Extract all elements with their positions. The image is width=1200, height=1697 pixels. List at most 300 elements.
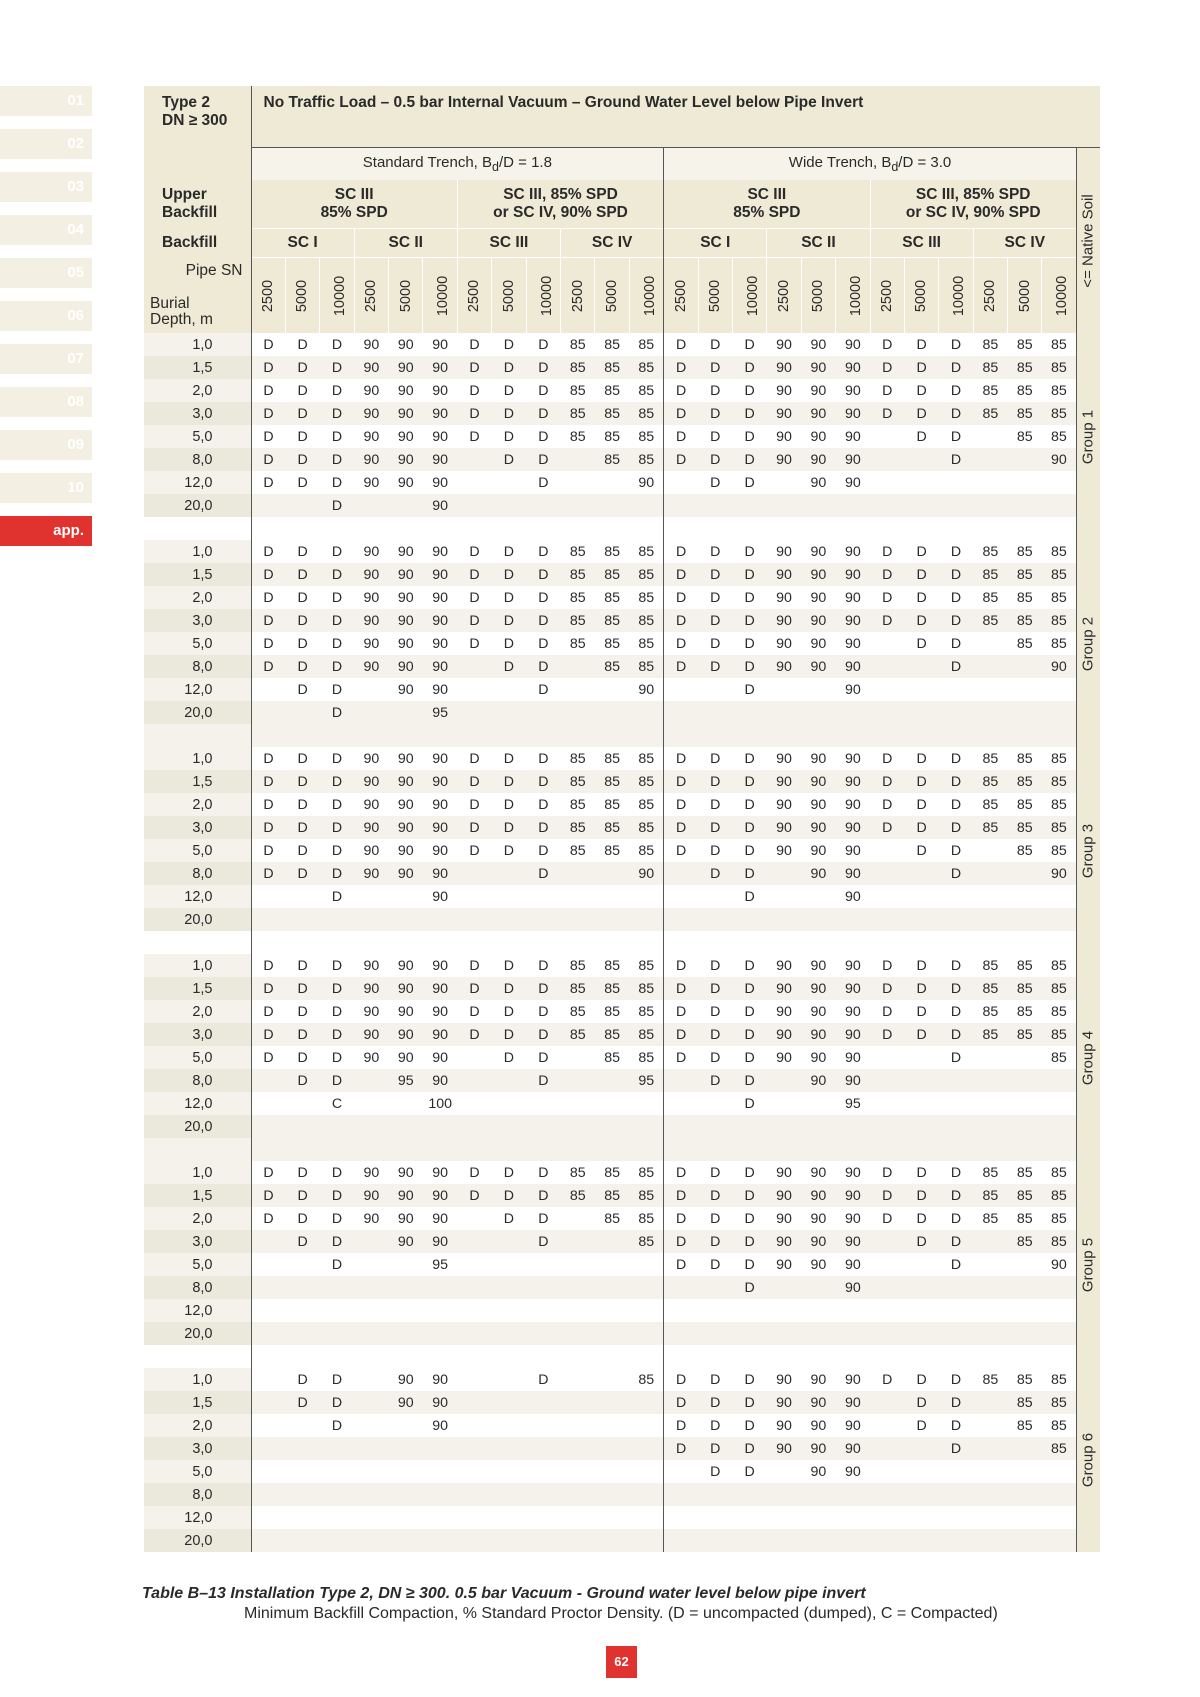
table-row: [144, 908, 1100, 931]
value-cell: [973, 1483, 1007, 1506]
value-cell: [561, 1299, 595, 1322]
value-cell: [1008, 1483, 1042, 1506]
value-cell: [457, 862, 491, 885]
value-cell: D: [320, 1230, 354, 1253]
value-cell: 90: [423, 1023, 457, 1046]
value-cell: D: [939, 1391, 973, 1414]
value-cell: D: [469, 796, 480, 813]
value-cell: 85: [1008, 977, 1042, 1000]
value-cell: D: [331, 796, 343, 813]
value-cell: D: [320, 701, 354, 724]
value-cell: [664, 678, 698, 701]
value-cell: 90: [397, 474, 414, 491]
value-cell: [457, 448, 491, 471]
value-cell: [1008, 1322, 1042, 1345]
value-cell: 90: [844, 750, 861, 767]
gap-cell: [939, 1138, 973, 1161]
value-cell: [870, 908, 904, 931]
value-cell: D: [870, 770, 904, 793]
value-cell: 90: [397, 543, 414, 560]
wide-trench-label: Wide Trench, B: [788, 154, 892, 171]
value-cell: [836, 1529, 870, 1552]
value-cell: [492, 1069, 526, 1092]
value-cell: 90: [844, 428, 861, 445]
value-cell: D: [744, 474, 755, 491]
value-cell: [801, 1506, 835, 1529]
value-cell: 85: [982, 1210, 999, 1227]
value-cell: 90: [776, 1049, 792, 1066]
group-label: Group 6: [1079, 1432, 1097, 1488]
nav-tab-04[interactable]: 04: [0, 215, 92, 245]
gap-cell: [732, 1345, 766, 1368]
gap-cell: [251, 1345, 285, 1368]
sn-value: 10000: [745, 275, 762, 316]
value-cell: D: [285, 1230, 319, 1253]
table-row: [144, 356, 1100, 379]
value-cell: D: [744, 957, 755, 974]
value-cell: 85: [973, 563, 1007, 586]
value-cell: [595, 885, 629, 908]
value-cell: [870, 839, 904, 862]
value-cell: 85: [604, 1003, 620, 1020]
value-cell: [1042, 1506, 1076, 1529]
value-cell: [457, 1207, 491, 1230]
gap-cell: [629, 517, 663, 540]
value-cell: 90: [432, 681, 449, 698]
value-cell: D: [251, 954, 285, 977]
value-cell: 90: [776, 1371, 792, 1388]
value-cell: D: [950, 1210, 962, 1227]
value-cell: 85: [1016, 1003, 1033, 1020]
value-cell: D: [710, 336, 721, 353]
value-cell: 90: [638, 681, 655, 698]
value-cell: [767, 1506, 801, 1529]
nav-tab-05[interactable]: 05: [0, 258, 92, 288]
value-cell: D: [950, 1049, 962, 1066]
value-cell: 85: [1016, 1371, 1033, 1388]
gap-cell: [904, 1138, 938, 1161]
nav-tab-09[interactable]: 09: [0, 430, 92, 460]
value-cell: 90: [801, 977, 835, 1000]
value-cell: [836, 701, 870, 724]
depth-cell: 5,0: [144, 1460, 251, 1483]
upper-backfill-line1: SC III: [334, 186, 374, 203]
value-cell: [595, 1391, 629, 1414]
value-cell: [664, 1299, 698, 1322]
value-cell: D: [744, 1463, 755, 1480]
value-cell: D: [492, 402, 526, 425]
value-cell: [904, 1276, 938, 1299]
value-cell: [251, 1115, 285, 1138]
value-cell: [801, 1483, 835, 1506]
gap-cell: [767, 724, 801, 747]
sn-col-0: [251, 258, 285, 334]
depth-cell: 12,0: [144, 678, 251, 701]
sn-col-7: [492, 258, 526, 334]
value-cell: 90: [397, 750, 414, 767]
gap-cell: [595, 1345, 629, 1368]
gap-cell: [1008, 724, 1042, 747]
value-cell: D: [939, 402, 973, 425]
value-cell: [457, 1391, 491, 1414]
value-cell: 90: [836, 402, 870, 425]
value-cell: [1042, 1460, 1076, 1483]
value-cell: D: [916, 957, 927, 974]
value-cell: D: [503, 1049, 515, 1066]
value-cell: D: [297, 589, 308, 606]
value-cell: 90: [363, 428, 380, 445]
value-cell: D: [744, 635, 755, 652]
value-cell: D: [939, 655, 973, 678]
value-cell: [389, 1115, 423, 1138]
value-cell: D: [457, 1023, 491, 1046]
value-cell: D: [744, 543, 755, 560]
value-cell: D: [297, 842, 308, 859]
value-cell: D: [904, 1230, 938, 1253]
value-cell: 90: [397, 1210, 414, 1227]
gap-cell: [1008, 1138, 1042, 1161]
value-cell: 90: [432, 382, 449, 399]
value-cell: 85: [561, 977, 595, 1000]
gap-cell: [144, 1345, 251, 1368]
nav-tab-03[interactable]: 03: [0, 172, 92, 202]
value-cell: [664, 1529, 698, 1552]
value-cell: 85: [561, 770, 595, 793]
value-cell: D: [503, 336, 515, 353]
value-cell: [801, 701, 835, 724]
value-cell: D: [664, 655, 698, 678]
value-cell: 90: [389, 356, 423, 379]
value-cell: D: [698, 356, 732, 379]
gap-cell: [801, 1345, 835, 1368]
value-cell: [629, 1460, 663, 1483]
value-cell: 90: [363, 750, 380, 767]
value-cell: D: [744, 428, 755, 445]
native-soil-label: <= Native Soil: [1079, 193, 1097, 288]
value-cell: 90: [354, 356, 388, 379]
value-cell: 85: [1051, 382, 1067, 399]
sn-col-12: [664, 258, 698, 334]
value-cell: D: [492, 1184, 526, 1207]
value-cell: D: [469, 635, 480, 652]
table-row: [144, 816, 1100, 839]
nav-tab-app[interactable]: app.: [0, 516, 92, 546]
value-cell: [354, 1460, 388, 1483]
value-cell: [561, 1506, 595, 1529]
nav-tab-10[interactable]: 10: [0, 473, 92, 503]
gap-cell: [801, 517, 835, 540]
value-cell: 90: [844, 1210, 861, 1227]
value-cell: D: [320, 609, 354, 632]
value-cell: 85: [1051, 1371, 1067, 1388]
value-cell: [285, 1437, 319, 1460]
value-cell: D: [320, 816, 354, 839]
value-cell: 90: [389, 609, 423, 632]
value-cell: 90: [432, 1371, 449, 1388]
value-cell: D: [950, 336, 962, 353]
value-cell: [457, 1253, 491, 1276]
value-cell: 90: [423, 609, 457, 632]
sn-value: 2500: [363, 279, 380, 312]
value-cell: 90: [844, 842, 861, 859]
value-cell: D: [698, 609, 732, 632]
value-cell: D: [285, 1069, 319, 1092]
value-cell: [354, 1276, 388, 1299]
gap-cell: [526, 517, 560, 540]
gap-cell: [492, 724, 526, 747]
value-cell: D: [251, 793, 285, 816]
value-cell: D: [939, 356, 973, 379]
gap-cell: [629, 931, 663, 954]
value-cell: [251, 494, 285, 517]
value-cell: [251, 885, 285, 908]
value-cell: [870, 701, 904, 724]
value-cell: D: [457, 609, 491, 632]
value-cell: [526, 1092, 560, 1115]
value-cell: [354, 1414, 388, 1437]
value-cell: 85: [604, 1164, 620, 1181]
value-cell: 85: [595, 356, 629, 379]
sn-col-2: [320, 258, 354, 334]
value-cell: D: [664, 333, 698, 356]
table-row: [144, 1322, 1100, 1345]
nav-tab-01[interactable]: 01: [0, 86, 92, 116]
value-cell: [870, 1483, 904, 1506]
value-cell: 90: [354, 1184, 388, 1207]
value-cell: 85: [1042, 770, 1076, 793]
value-cell: 90: [397, 589, 414, 606]
value-cell: [354, 1391, 388, 1414]
depth-cell: 3,0: [144, 1437, 251, 1460]
type-label-1: Type 2: [162, 94, 210, 111]
value-cell: [457, 1322, 491, 1345]
value-cell: 90: [397, 1371, 414, 1388]
value-cell: 90: [767, 1437, 801, 1460]
nav-tab-08[interactable]: 08: [0, 387, 92, 417]
value-cell: [870, 471, 904, 494]
value-cell: D: [732, 1023, 766, 1046]
value-cell: 85: [604, 635, 620, 652]
value-cell: [285, 1483, 319, 1506]
gap-cell: [423, 517, 457, 540]
value-cell: 85: [595, 816, 629, 839]
value-cell: 90: [810, 635, 827, 652]
value-cell: D: [297, 382, 308, 399]
value-cell: 85: [982, 589, 999, 606]
gap-cell: [732, 724, 766, 747]
value-cell: [389, 908, 423, 931]
value-cell: D: [492, 655, 526, 678]
sn-col-16: [801, 258, 835, 334]
value-cell: 90: [844, 1164, 861, 1181]
value-cell: [904, 885, 938, 908]
value-cell: D: [297, 1164, 308, 1181]
value-cell: [629, 1299, 663, 1322]
gap-cell: [939, 931, 973, 954]
value-cell: D: [744, 1417, 755, 1434]
value-cell: [389, 885, 423, 908]
value-cell: 85: [638, 382, 655, 399]
value-cell: [732, 1115, 766, 1138]
value-cell: D: [882, 1164, 893, 1181]
gap-cell: [144, 517, 251, 540]
value-cell: D: [251, 770, 285, 793]
value-cell: D: [285, 816, 319, 839]
value-cell: D: [251, 747, 285, 770]
value-cell: D: [457, 356, 491, 379]
table-row: [144, 402, 1100, 425]
gap-cell: [320, 931, 354, 954]
value-cell: [973, 885, 1007, 908]
value-cell: 85: [595, 770, 629, 793]
value-cell: 90: [389, 1184, 423, 1207]
table-row: [144, 977, 1100, 1000]
value-cell: D: [916, 750, 927, 767]
value-cell: [836, 908, 870, 931]
value-cell: D: [950, 1371, 962, 1388]
value-cell: [561, 701, 595, 724]
value-cell: 90: [776, 382, 792, 399]
value-cell: [526, 1506, 560, 1529]
gap-cell: [836, 517, 870, 540]
value-cell: D: [710, 1164, 721, 1181]
gap-cell: [285, 931, 319, 954]
value-cell: [664, 1276, 698, 1299]
value-cell: 85: [638, 428, 655, 445]
gap-cell: [973, 1138, 1007, 1161]
group-label: Group 3: [1079, 823, 1097, 878]
gap-cell: [767, 1345, 801, 1368]
value-cell: [492, 1092, 526, 1115]
sn-value: 5000: [1016, 279, 1033, 312]
value-cell: 85: [1016, 382, 1033, 399]
value-cell: D: [950, 543, 962, 560]
value-cell: D: [950, 1256, 962, 1273]
value-cell: D: [331, 635, 343, 652]
gap-cell: [251, 517, 285, 540]
value-cell: [1008, 494, 1042, 517]
value-cell: 85: [595, 609, 629, 632]
value-cell: 90: [389, 1023, 423, 1046]
gap-cell: [1008, 931, 1042, 954]
value-cell: [870, 1230, 904, 1253]
gap-cell: [595, 1138, 629, 1161]
gap-cell: [144, 931, 251, 954]
backfill-7: SC IV: [973, 229, 1076, 258]
value-cell: 90: [844, 1417, 861, 1434]
value-cell: 90: [801, 1184, 835, 1207]
gap-cell: [320, 724, 354, 747]
value-cell: D: [882, 796, 893, 813]
value-cell: D: [538, 382, 549, 399]
value-cell: [1008, 678, 1042, 701]
table-row: [144, 494, 1100, 517]
depth-cell: 20,0: [144, 1529, 251, 1552]
value-cell: D: [503, 796, 515, 813]
value-cell: D: [251, 1046, 285, 1069]
value-cell: [354, 1437, 388, 1460]
value-cell: 85: [604, 428, 620, 445]
nav-tab-02[interactable]: 02: [0, 129, 92, 159]
value-cell: 90: [844, 957, 861, 974]
value-cell: 85: [1042, 1437, 1076, 1460]
gap-cell: [870, 1345, 904, 1368]
value-cell: [629, 494, 663, 517]
value-cell: [561, 1092, 595, 1115]
value-cell: D: [526, 356, 560, 379]
value-cell: 90: [432, 842, 449, 859]
value-cell: [561, 494, 595, 517]
table-row: [144, 1391, 1100, 1414]
value-cell: [939, 908, 973, 931]
value-cell: 85: [638, 1210, 655, 1227]
value-cell: [595, 1322, 629, 1345]
gap-cell: [973, 517, 1007, 540]
nav-tab-06[interactable]: 06: [0, 301, 92, 331]
value-cell: D: [664, 1207, 698, 1230]
sn-value: 10000: [332, 275, 349, 316]
nav-tab-07[interactable]: 07: [0, 344, 92, 374]
value-cell: [870, 632, 904, 655]
value-cell: D: [882, 589, 893, 606]
value-cell: [1042, 701, 1076, 724]
value-cell: 90: [397, 382, 414, 399]
value-cell: 85: [1016, 635, 1033, 652]
value-cell: [389, 1437, 423, 1460]
value-cell: [389, 1529, 423, 1552]
value-cell: D: [916, 1003, 927, 1020]
backfill-0: SC I: [251, 229, 354, 258]
value-cell: 90: [432, 336, 449, 353]
value-cell: 85: [561, 1023, 595, 1046]
value-cell: D: [297, 750, 308, 767]
value-cell: [629, 908, 663, 931]
gap-cell: [1042, 724, 1076, 747]
value-cell: [698, 1322, 732, 1345]
value-cell: 85: [1016, 750, 1033, 767]
table-row: [144, 1161, 1100, 1184]
value-cell: [595, 678, 629, 701]
value-cell: 85: [973, 356, 1007, 379]
value-cell: [870, 448, 904, 471]
table-row: [144, 747, 1100, 770]
depth-cell: 1,0: [144, 1368, 251, 1391]
value-cell: D: [251, 816, 285, 839]
value-cell: [664, 1506, 698, 1529]
value-cell: [664, 1460, 698, 1483]
value-cell: D: [904, 356, 938, 379]
value-cell: 85: [1016, 589, 1033, 606]
value-cell: [973, 425, 1007, 448]
value-cell: [492, 862, 526, 885]
value-cell: [629, 1322, 663, 1345]
value-cell: 90: [836, 356, 870, 379]
value-cell: [664, 908, 698, 931]
value-cell: 85: [1016, 1417, 1033, 1434]
value-cell: [492, 701, 526, 724]
value-cell: [629, 1391, 663, 1414]
sn-value: 2500: [879, 279, 896, 312]
value-cell: D: [538, 1210, 549, 1227]
value-cell: D: [526, 1230, 560, 1253]
value-cell: [904, 1092, 938, 1115]
gap-cell: [904, 517, 938, 540]
value-cell: D: [710, 635, 721, 652]
value-cell: [870, 1069, 904, 1092]
value-cell: D: [297, 1049, 308, 1066]
value-cell: 90: [810, 543, 827, 560]
value-cell: 85: [982, 1371, 999, 1388]
